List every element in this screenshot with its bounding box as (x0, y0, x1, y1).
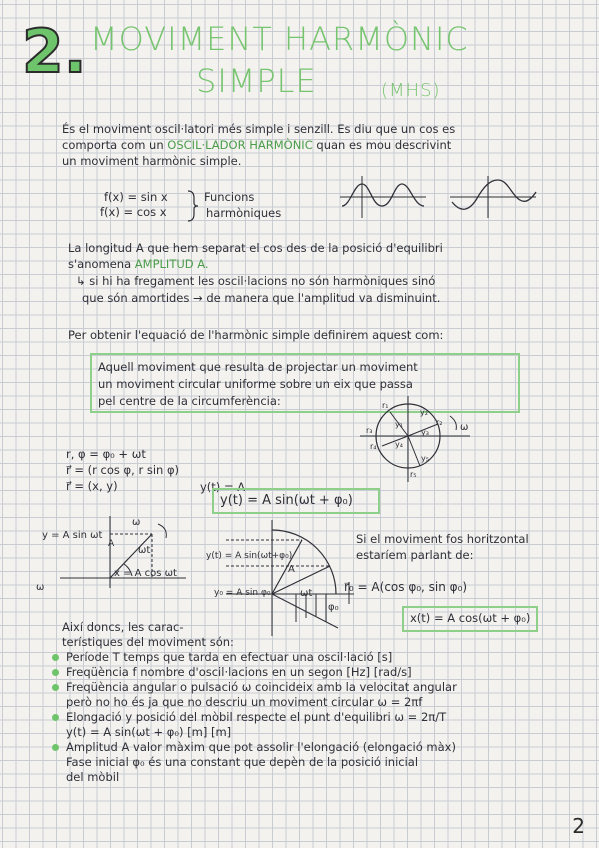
left-diagram-a-label: A (108, 539, 115, 549)
function-cos: f(x) = cos x (100, 205, 167, 219)
left-diagram-y-label: y = A sin ωt (42, 530, 103, 541)
center-circle-diagram (206, 520, 356, 640)
intro-line3: un moviment harmònic simple. (62, 154, 242, 168)
initial-vector-equation: r⃗₀ = A(cos φ₀, sin φ₀) (344, 580, 468, 594)
circle-label-y2: y₂ (420, 408, 428, 417)
amplitude-line2 (68, 257, 209, 272)
circle-label-y1: y₁ (395, 420, 403, 429)
circle-label-r5: r₅ (410, 470, 417, 479)
center-diagram-a-label: A (288, 564, 295, 575)
circle-label-r3: r₃ (366, 426, 373, 435)
left-diagram-w-label: ω (132, 517, 141, 528)
center-diagram-y1-label: y(t) = A sin(ωt+φ₀) (206, 551, 293, 561)
features-intro1: Així doncs, les carac- (62, 620, 184, 634)
intro-line1: És el moviment oscil·latori més simple i senzill. Es diu que un cos es (62, 122, 456, 136)
feature-amplitude: Amplitud A valor màxim que pot assolir l'elongació (elongació màx) (50, 740, 457, 755)
cosine-wave-sketch (450, 176, 540, 218)
feature-period: Període T temps que tarda en efectuar una oscil·lació [s] (50, 650, 457, 665)
horizontal-equation: x(t) = A cos(ωt + φ₀) (410, 611, 531, 625)
horizontal-line1: Si el moviment fos horitzontal (356, 532, 529, 546)
circle-label-y3: y₃ (421, 428, 429, 437)
function-sin: f(x) = sin x (104, 190, 168, 204)
amplitude-line3: ↳ si hi ha fregament les oscil·lacions no són harmòniques sinó (76, 274, 436, 288)
equation-phase: r, φ = φ₀ + ωt (66, 447, 146, 461)
harmonic-oscillator-term: OSCIL·LADOR HARMÒNIC (167, 138, 313, 152)
page-title-line2: SIMPLE (196, 62, 317, 100)
circle-label-r2: r₂ (436, 418, 443, 427)
amplitude-line4: que són amortides → de manera que l'amplitud va disminuint. (82, 291, 441, 305)
section-number: 2. (22, 17, 87, 87)
center-diagram-phi-label: φ₀ (328, 602, 339, 613)
main-equation: y(t) = A sin(ωt + φ₀) (220, 493, 353, 508)
center-diagram-wt-label: ωt (300, 588, 313, 599)
amplitude-line1: La longitud A que hem separat el cos des de la posició d'equilibri (68, 241, 443, 255)
center-diagram-y0-label: y₀ = A sin φ₀ (214, 588, 271, 598)
functions-label1: Funcions (204, 190, 255, 204)
intro-line2 (62, 138, 451, 153)
sine-wave-sketch (340, 176, 430, 218)
features-list (50, 650, 457, 785)
page-title-line1: MOVIMENT HARMÒNIC (90, 20, 469, 58)
definition-box-line3: pel centre de la circumferència: (98, 394, 281, 408)
page-number: 2 (572, 814, 585, 838)
brace-icon (186, 190, 200, 222)
amplitude-line2a: s'anomena (68, 257, 132, 271)
feature-initial-phase-cont: del mòbil (66, 770, 120, 784)
equation-y-amplitude: y(t) = A (200, 480, 246, 494)
title-abbreviation: (MHS) (381, 80, 441, 101)
definition-intro: Per obtenir l'equació de l'harmònic simple definirem aquest com: (68, 328, 444, 342)
feature-frequency: Freqüència f nombre d'oscil·lacions en un segon [Hz] [rad/s] (50, 665, 457, 680)
features-intro2: terístiques del moviment són: (62, 635, 234, 649)
left-diagram-x-label: x = A cos ωt (114, 568, 177, 579)
intro-line2c: quan es mou descrivint (316, 138, 452, 152)
circle-label-y4: y₄ (395, 440, 403, 449)
left-diagram-wt-label: ωt (138, 545, 151, 556)
equation-vector-cartesian: r⃗ = (x, y) (66, 479, 118, 493)
feature-elongation: Elongació y posició del mòbil respecte el punt d'equilibri ω = 2π/T (50, 710, 457, 725)
amplitude-term: AMPLITUD A. (134, 257, 209, 271)
circle-label-y5: y₅ (421, 454, 429, 463)
circle-label-r4: r₄ (370, 442, 377, 451)
definition-box-line2: un moviment circular uniforme sobre un eix que passa (98, 377, 413, 391)
horizontal-line2: estaríem parlant de: (356, 548, 474, 562)
circle-label-omega: ω (460, 422, 469, 433)
feature-angular-frequency: Freqüència angular o pulsació ω coincideix amb la velocitat angular (50, 680, 457, 695)
intro-line2a: comporta com un (62, 138, 164, 152)
definition-box-line1: Aquell moviment que resulta de projectar un moviment (98, 360, 418, 374)
feature-elongation-formula: y(t) = A sin(ωt + φ₀) [m] [m] (66, 725, 232, 739)
functions-label2: harmòniques (206, 206, 282, 220)
feature-angular-frequency-cont: però no ho és ja que no descriu un moviment circular ω = 2πf (66, 695, 423, 709)
circle-label-r1: r₁ (382, 401, 389, 410)
left-diagram-omega-label: ω (36, 582, 45, 593)
feature-initial-phase: Fase inicial φ₀ és una constant que depèn de la posició inicial (66, 755, 419, 769)
equation-vector-polar: r⃗ = (r cos φ, r sin φ) (66, 463, 180, 477)
